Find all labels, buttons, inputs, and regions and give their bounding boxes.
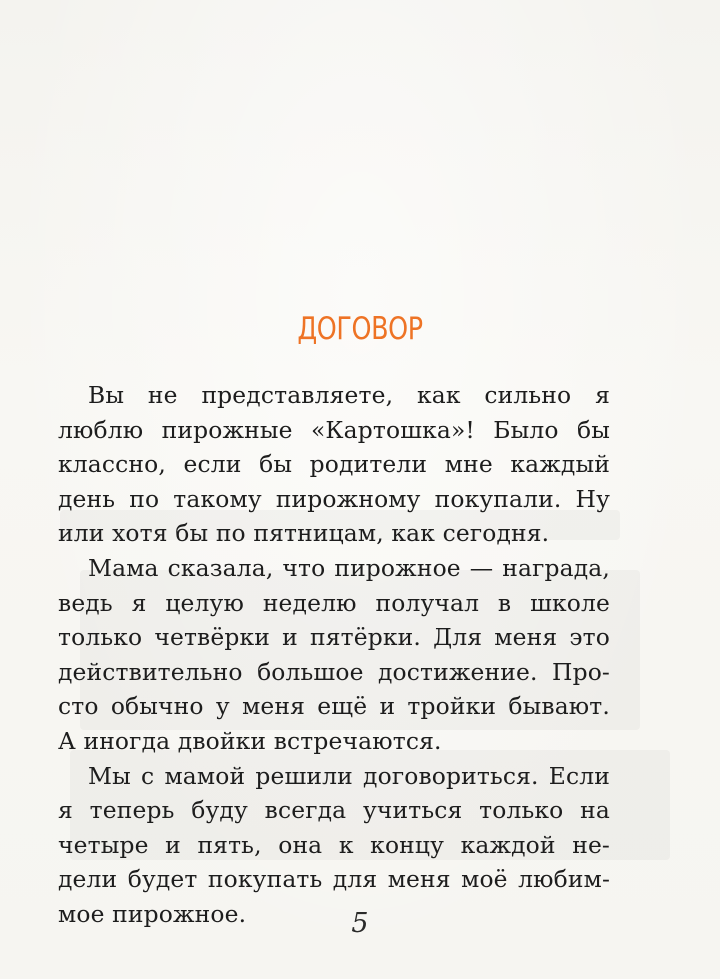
text-line: или хотя бы по пятницам, как сегодня. <box>58 519 550 548</box>
paragraph-3 <box>58 759 610 932</box>
text-line: сто обычно у меня ещё и тройки бывают. <box>58 692 610 721</box>
text-line: классно, если бы родители мне каждый <box>58 450 610 479</box>
paragraph-2 <box>58 551 610 759</box>
page-number: 5 <box>351 908 369 939</box>
text-line: действительно большое достижение. Про- <box>58 657 610 686</box>
text-line: я теперь буду всегда учиться только на <box>58 796 610 825</box>
text-line: Вы не представляете, как сильно я <box>88 381 610 409</box>
text-line: Мама сказала, что пирожное — награда, <box>88 553 610 582</box>
text-line: ведь я целую неделю получал в школе <box>58 588 610 617</box>
text-line: четыре и пять, она к концу каждой не- <box>58 830 610 859</box>
chapter-title: ДОГОВОР <box>297 311 423 347</box>
text-line: дели будет покупать для меня моё любим- <box>58 865 610 894</box>
text-line: мое пирожное. <box>58 899 247 928</box>
text-line: Мы с мамой решили договориться. Если <box>88 761 610 790</box>
paragraph-1 <box>58 378 610 551</box>
text-line: день по такому пирожному покупали. Ну <box>58 484 610 513</box>
text-line: А иногда двойки встречаются. <box>58 726 442 755</box>
text-line: люблю пирожные «Картошка»! Было бы <box>58 415 610 444</box>
chapter-body <box>58 378 610 932</box>
text-line: только четвёрки и пятёрки. Для меня это <box>58 623 610 652</box>
